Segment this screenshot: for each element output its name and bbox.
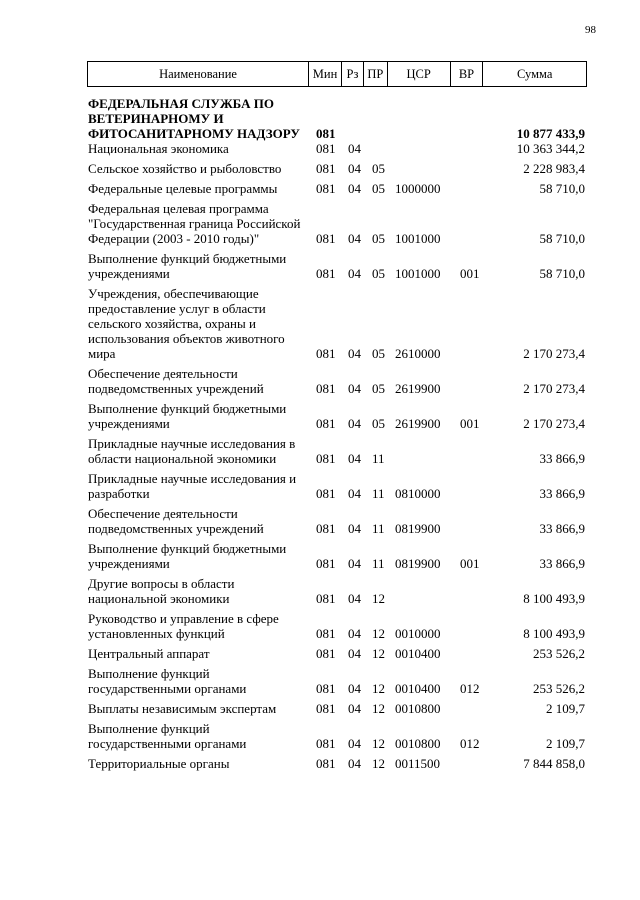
cell-rz: 04: [348, 591, 361, 606]
cell-min: 081: [316, 756, 336, 771]
cell-sum: 2 170 273,4: [523, 416, 585, 431]
cell-csr: 0819900: [395, 521, 441, 536]
cell-name: Руководство и управление в сфере установленных функций: [88, 611, 279, 641]
table-row: [88, 401, 588, 431]
cell-min: 081: [316, 181, 336, 196]
cell-rz: 04: [348, 626, 361, 641]
cell-min: 081: [316, 161, 336, 176]
cell-min: 081: [316, 381, 336, 396]
table-row: [88, 611, 588, 641]
header-pr: ПР: [363, 62, 387, 86]
cell-rz: 04: [348, 701, 361, 716]
cell-csr: 0010800: [395, 701, 441, 716]
cell-min: 081: [316, 451, 336, 466]
cell-sum: 58 710,0: [539, 231, 585, 246]
cell-sum: 33 866,9: [539, 521, 585, 536]
cell-rz: 04: [348, 451, 361, 466]
cell-sum: 8 100 493,9: [523, 591, 585, 606]
table-row: [88, 666, 588, 696]
cell-name: Федеральные целевые программы: [88, 181, 278, 196]
cell-rz: 04: [348, 381, 361, 396]
cell-sum: 58 710,0: [539, 266, 585, 281]
cell-name: Выполнение функций бюджетными учреждениями: [88, 401, 287, 431]
cell-sum: 33 866,9: [539, 451, 585, 466]
cell-min: 081: [316, 126, 336, 141]
cell-rz: 04: [348, 141, 361, 156]
cell-csr: 0010800: [395, 736, 441, 751]
cell-name: Другие вопросы в области национальной экономики: [88, 576, 235, 606]
cell-name: Выполнение функций бюджетными учреждениями: [88, 251, 287, 281]
cell-name: Выполнение функций бюджетными учреждениями: [88, 541, 287, 571]
cell-pr: 12: [372, 681, 385, 696]
cell-sum: 33 866,9: [539, 486, 585, 501]
cell-name: Прикладные научные исследования в области национальной экономики: [88, 436, 296, 466]
cell-vr: 001: [460, 266, 480, 281]
cell-sum: 33 866,9: [539, 556, 585, 571]
cell-min: 081: [316, 646, 336, 661]
cell-pr: 12: [372, 626, 385, 641]
header-csr: ЦСР: [387, 62, 450, 86]
cell-pr: 05: [372, 161, 385, 176]
cell-csr: 2610000: [395, 346, 441, 361]
header-name: Наименование: [159, 66, 237, 81]
cell-rz: 04: [348, 416, 361, 431]
cell-csr: 1000000: [395, 181, 441, 196]
cell-csr: 2619900: [395, 381, 441, 396]
cell-csr: 1001000: [395, 266, 441, 281]
cell-min: 081: [316, 736, 336, 751]
cell-vr: 012: [460, 681, 480, 696]
cell-name: Центральный аппарат: [88, 646, 210, 661]
cell-sum: 2 170 273,4: [523, 346, 585, 361]
cell-pr: 05: [372, 231, 385, 246]
cell-pr: 05: [372, 416, 385, 431]
cell-min: 081: [316, 141, 336, 156]
cell-sum: 7 844 858,0: [523, 756, 585, 771]
cell-rz: 04: [348, 736, 361, 751]
cell-sum: 10 363 344,2: [516, 141, 585, 156]
table-row: [88, 366, 588, 396]
cell-rz: 04: [348, 521, 361, 536]
cell-sum: 253 526,2: [533, 646, 585, 661]
cell-pr: 12: [372, 736, 385, 751]
cell-min: 081: [316, 231, 336, 246]
table-row: [88, 471, 588, 501]
table-row: [88, 646, 588, 661]
header-min: Мин: [308, 62, 341, 86]
cell-pr: 11: [372, 556, 385, 571]
table-row: [88, 506, 588, 536]
cell-vr: 001: [460, 416, 480, 431]
cell-csr: 2619900: [395, 416, 441, 431]
cell-vr: 001: [460, 556, 480, 571]
table-row: [88, 721, 588, 751]
cell-name: ФЕДЕРАЛЬНАЯ СЛУЖБА ПО ВЕТЕРИНАРНОМУ И ФИТОСАНИТАРНОМУ НАДЗОРУ: [88, 96, 300, 141]
cell-min: 081: [316, 626, 336, 641]
cell-csr: 0011500: [395, 756, 441, 771]
cell-name: Выполнение функций государственными органами: [88, 721, 247, 751]
cell-min: 081: [316, 266, 336, 281]
cell-rz: 04: [348, 486, 361, 501]
cell-csr: 0010400: [395, 681, 441, 696]
cell-csr: 0810000: [395, 486, 441, 501]
table-row: [88, 201, 588, 246]
table-row: [88, 701, 588, 716]
cell-csr: 0819900: [395, 556, 441, 571]
cell-pr: 12: [372, 646, 385, 661]
cell-sum: 2 109,7: [546, 701, 585, 716]
cell-csr: 0010000: [395, 626, 441, 641]
cell-rz: 04: [348, 646, 361, 661]
cell-name: Выплаты независимым экспертам: [88, 701, 277, 716]
cell-sum: 2 109,7: [546, 736, 585, 751]
cell-pr: 11: [372, 451, 385, 466]
table-header: [87, 61, 587, 87]
cell-rz: 04: [348, 346, 361, 361]
cell-rz: 04: [348, 556, 361, 571]
table-row: [88, 576, 588, 606]
table-row: [88, 286, 588, 361]
cell-sum: 2 228 983,4: [523, 161, 585, 176]
cell-min: 081: [316, 521, 336, 536]
cell-pr: 11: [372, 521, 385, 536]
cell-pr: 05: [372, 266, 385, 281]
cell-pr: 12: [372, 591, 385, 606]
header-rz: Рз: [341, 62, 363, 86]
cell-pr: 05: [372, 181, 385, 196]
table-row: [88, 96, 588, 141]
cell-name: Федеральная целевая программа "Государственная граница Российской Федерации (2003 - 2010 годы)": [88, 201, 301, 246]
cell-pr: 12: [372, 701, 385, 716]
table-row: [88, 141, 588, 156]
cell-min: 081: [316, 591, 336, 606]
cell-min: 081: [316, 701, 336, 716]
cell-min: 081: [316, 416, 336, 431]
table-row: [88, 161, 588, 176]
table-row: [88, 181, 588, 196]
cell-rz: 04: [348, 681, 361, 696]
table-row: [88, 436, 588, 466]
table-row: [88, 541, 588, 571]
cell-name: Обеспечение деятельности подведомственных учреждений: [88, 366, 264, 396]
cell-rz: 04: [348, 266, 361, 281]
cell-rz: 04: [348, 231, 361, 246]
table-row: [88, 756, 588, 771]
cell-name: Территориальные органы: [88, 756, 230, 771]
cell-name: Сельское хозяйство и рыболовство: [88, 161, 282, 176]
table-body: [88, 96, 588, 776]
cell-min: 081: [316, 486, 336, 501]
cell-csr: 1001000: [395, 231, 441, 246]
cell-vr: 012: [460, 736, 480, 751]
cell-rz: 04: [348, 181, 361, 196]
table-row: [88, 251, 588, 281]
cell-min: 081: [316, 556, 336, 571]
cell-pr: 05: [372, 381, 385, 396]
cell-sum: 58 710,0: [539, 181, 585, 196]
cell-sum: 253 526,2: [533, 681, 585, 696]
cell-rz: 04: [348, 161, 361, 176]
cell-name: Выполнение функций государственными органами: [88, 666, 247, 696]
cell-name: Учреждения, обеспечивающие предоставление услуг в области сельского хозяйства, охраны и использования объектов животного мира: [88, 286, 285, 361]
header-sum: Сумма: [482, 62, 586, 86]
cell-sum: 2 170 273,4: [523, 381, 585, 396]
cell-name: Обеспечение деятельности подведомственных учреждений: [88, 506, 264, 536]
cell-pr: 12: [372, 756, 385, 771]
cell-sum: 8 100 493,9: [523, 626, 585, 641]
cell-pr: 11: [372, 486, 385, 501]
cell-rz: 04: [348, 756, 361, 771]
cell-name: Национальная экономика: [88, 141, 229, 156]
cell-min: 081: [316, 346, 336, 361]
page-number: 98: [585, 24, 596, 36]
header-vr: ВР: [450, 62, 483, 86]
cell-sum: 10 877 433,9: [516, 126, 585, 141]
cell-pr: 05: [372, 346, 385, 361]
cell-csr: 0010400: [395, 646, 441, 661]
cell-min: 081: [316, 681, 336, 696]
cell-name: Прикладные научные исследования и разработки: [88, 471, 297, 501]
